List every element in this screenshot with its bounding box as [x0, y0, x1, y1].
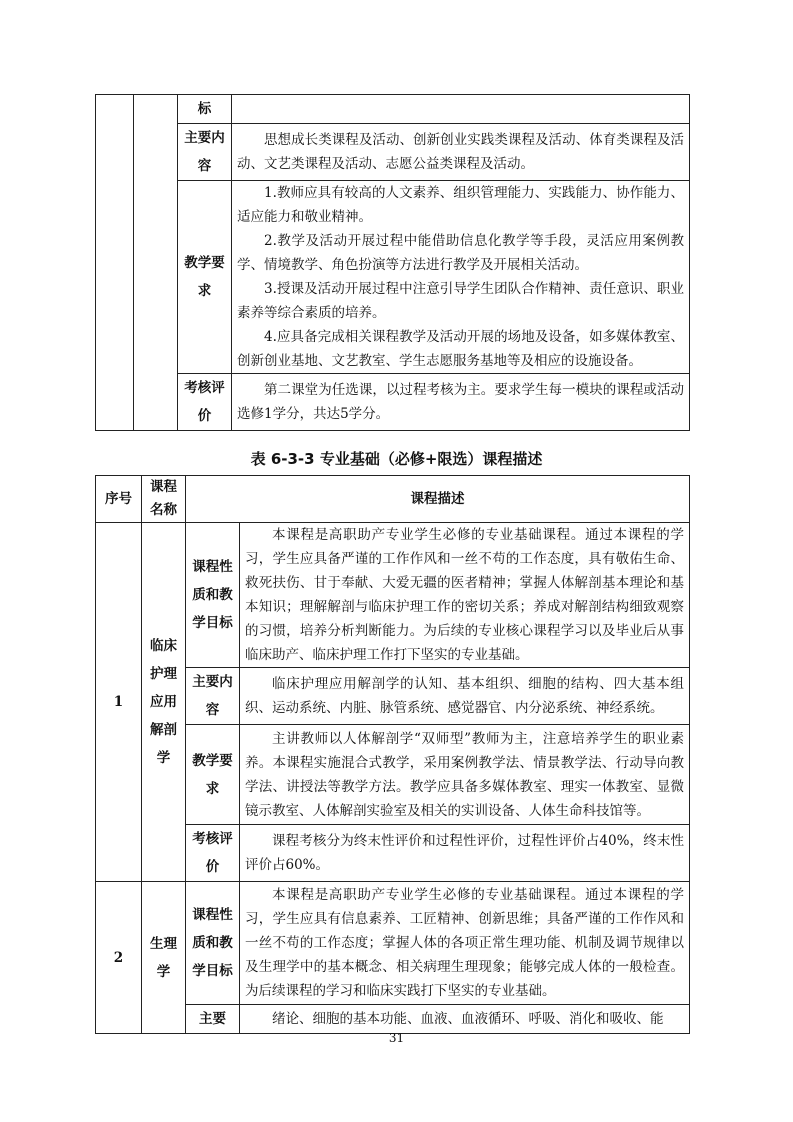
course-description-table — [95, 475, 690, 1034]
row-label: 主要内容 — [186, 668, 240, 725]
row-label: 教学要求 — [186, 725, 240, 825]
name-cell-empty — [134, 95, 178, 431]
table-caption: 表 6-3-3 专业基础（必修+限选）课程描述 — [250, 450, 543, 468]
row-label: 考核评价 — [178, 374, 232, 431]
header-seq: 序号 — [96, 476, 142, 523]
row-label: 考核评价 — [186, 825, 240, 882]
row-content: 临床护理应用解剖学的认知、基本组织、细胞的结构、四大基本组织、运动系统、内脏、脉管系统、感觉器官、内分泌系统、神经系统。 — [240, 668, 690, 725]
row-content: 本课程是高职助产专业学生必修的专业基础课程。通过本课程的学习，学生应具备严谨的工作作风和一丝不苟的工作态度，具有敬佑生命、救死扶伤、甘于奉献、大爱无疆的医者精神；掌握人体解剖基本理论和基本知识；理解解剖与临床护理工作的密切关系；养成对解剖结构细致观察的习惯，培养分析判断能力。为后续的专业核心课程学习以及毕业后从事临床助产、临床护理工作打下坚实的专业基础。 — [240, 523, 690, 668]
row-label: 主要 — [186, 1005, 240, 1034]
header-desc: 课程描述 — [186, 476, 690, 523]
row-label: 教学要求 — [178, 181, 232, 374]
row-content: 本课程是高职助产专业学生必修的专业基础课程。通过本课程的学习，学生应具有信息素养、工匠精神、创新思维；具备严谨的工作作风和一丝不苟的工作态度；掌握人体的各项正常生理功能、机制及调节规律以及生理学中的基本概念、相关病理生理现象；能够完成人体的一般检查。为后续课程的学习和临床实践打下坚实的专业基础。 — [240, 882, 690, 1005]
row-label: 课程性质和教学目标 — [186, 523, 240, 668]
row-content: 第二课堂为任选课，以过程考核为主。要求学生每一模块的课程或活动选修1学分，共达5学分。 — [232, 374, 690, 431]
seq-cell-empty — [96, 95, 134, 431]
course-name: 生理学 — [142, 882, 186, 1034]
course-seq: 2 — [96, 882, 142, 1034]
second-classroom-table — [95, 94, 690, 431]
row-content: 思想成长类课程及活动、创新创业实践类课程及活动、体育类课程及活动、文艺类课程及活动、志愿公益类课程及活动。 — [232, 124, 690, 181]
course-name: 临床护理应用解剖学 — [142, 523, 186, 882]
row-content: 课程考核分为终末性评价和过程性评价，过程性评价占40%，终末性评价占60%。 — [240, 825, 690, 882]
row-content: 绪论、细胞的基本功能、血液、血液循环、呼吸、消化和吸收、能 — [240, 1005, 690, 1034]
row-content: 主讲教师以人体解剖学“双师型”教师为主，注意培养学生的职业素养。本课程实施混合式教学，采用案例教学法、情景教学法、行动导向教学法、讲授法等教学方法。教学应具备多媒体教室、理实一体教室、显微镜示教室、人体解剖实验室及相关的实训设备、人体生命科技馆等。 — [240, 725, 690, 825]
row-content — [232, 95, 690, 124]
row-content: 1.教师应具有较高的人文素养、组织管理能力、实践能力、协作能力、适应能力和敬业精神。 2.教学及活动开展过程中能借助信息化教学等手段，灵活应用案例教学、情境教学、角色扮演等方法进行教学及开展相关活动。 3.授课及活动开展过程中注意引导学生团队合作精神、责任意识、职业素养等综合素质的培养。 4.应具备完成相关课程教学及活动开展的场地及设备，如多媒体教室、创新创业基地、文艺教室、学生志愿服务基地等及相应的设施设备。 — [232, 181, 690, 374]
course-seq: 1 — [96, 523, 142, 882]
header-name: 课程名称 — [142, 476, 186, 523]
row-label: 课程性质和教学目标 — [186, 882, 240, 1005]
row-label: 主要内容 — [178, 124, 232, 181]
page-number: 31 — [388, 1031, 405, 1045]
row-label: 标 — [178, 95, 232, 124]
